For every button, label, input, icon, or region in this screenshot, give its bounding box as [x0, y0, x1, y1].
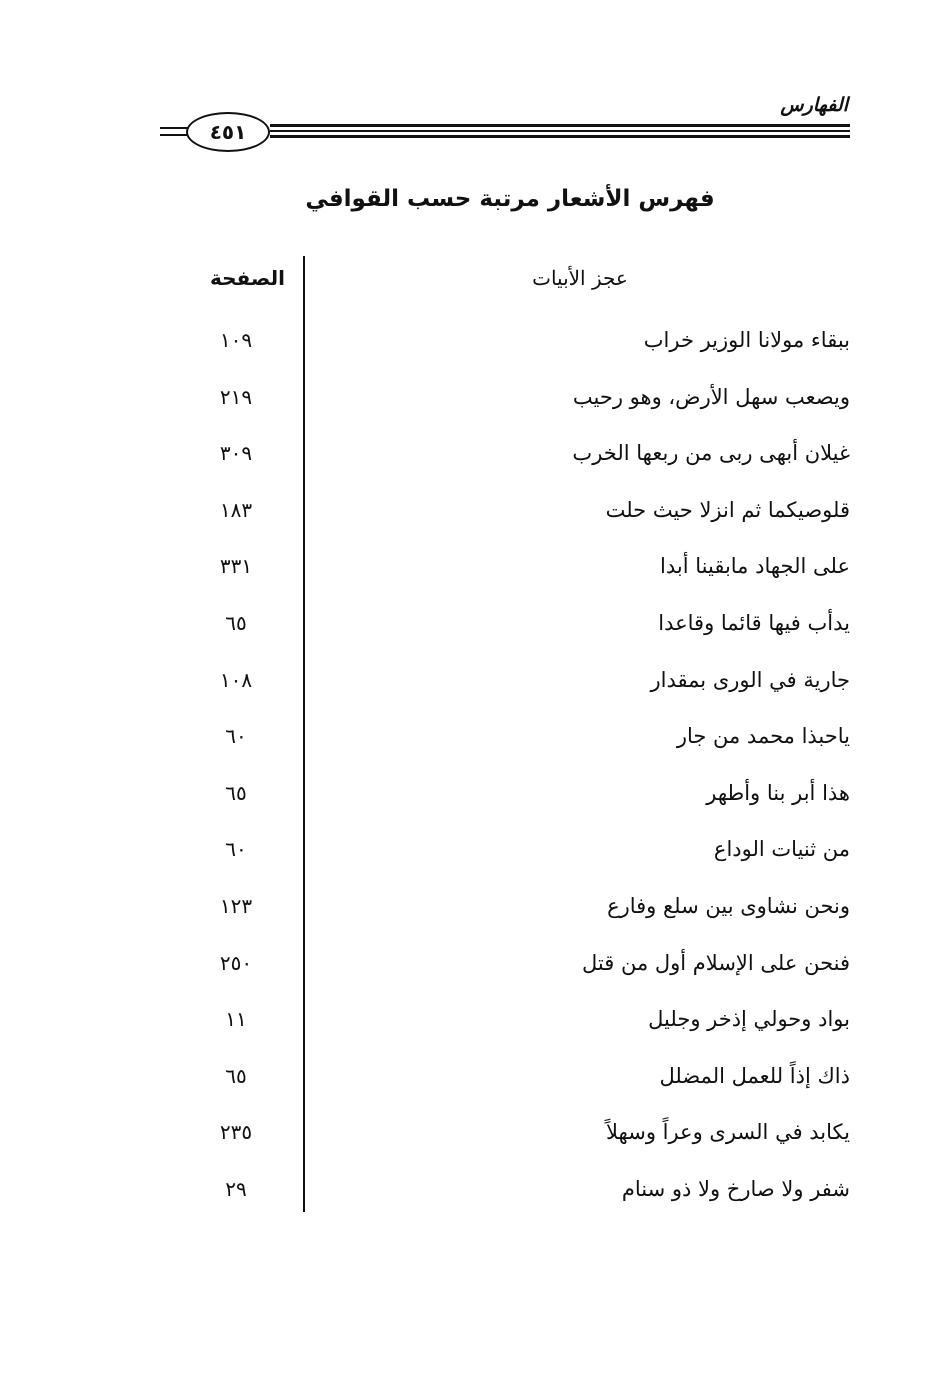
index-row	[160, 945, 850, 1002]
verse-text: غيلان أبهى ربى من ربعها الخرب	[572, 441, 850, 466]
header-rule	[270, 124, 850, 127]
index-row	[160, 1058, 850, 1115]
index-row	[160, 322, 850, 379]
page-ref: ١١	[225, 1007, 247, 1032]
index-row	[160, 775, 850, 832]
index-row	[160, 718, 850, 775]
page-ref: ٣٠٩	[219, 441, 253, 466]
verse-text: ياحبذا محمد من جار	[676, 724, 850, 749]
verse-text: بواد وحولي إذخر وجليل	[648, 1007, 850, 1032]
page-ref: ٦٠	[225, 724, 247, 749]
page-ref: ٦٥	[225, 610, 247, 635]
page-ref: ٦٥	[225, 1063, 247, 1088]
page-ref: ١٨٣	[219, 497, 253, 522]
index-row	[160, 492, 850, 549]
verse-text: شفر ولا صارخ ولا ذو سنام	[621, 1176, 850, 1201]
page-ref: ٢٥٠	[219, 950, 253, 975]
verse-text: يكابد في السرى وعراً وسهلاً	[606, 1120, 850, 1145]
page-ref: ٦٠	[225, 837, 247, 862]
index-title: فهرس الأشعار مرتبة حسب القوافي	[305, 186, 715, 212]
index-row	[160, 379, 850, 436]
index-row	[160, 1171, 850, 1228]
index-row	[160, 831, 850, 888]
verse-text: على الجهاد مابقينا أبدا	[660, 554, 850, 579]
verse-text: قلوصيكما ثم انزلا حيث حلت	[605, 497, 850, 522]
index-row	[160, 435, 850, 492]
page-number: ٤٥١	[209, 120, 247, 144]
page-ref: ٢١٩	[219, 384, 253, 409]
verse-text: فنحن على الإسلام أول من قتل	[582, 950, 850, 975]
index-row	[160, 605, 850, 662]
header-rule	[270, 135, 850, 138]
column-header-page: الصفحة	[209, 266, 285, 290]
index-row	[160, 548, 850, 605]
column-header-verse: عجز الأبيات	[532, 266, 628, 290]
page-ref: ٢٩	[225, 1176, 247, 1201]
verse-text: ببقاء مولانا الوزير خراب	[643, 328, 850, 352]
index-rows	[160, 322, 850, 1228]
index-row	[160, 888, 850, 945]
header-rule	[270, 130, 850, 132]
index-row	[160, 1114, 850, 1171]
verse-text: جارية في الورى بمقدار	[650, 667, 850, 692]
page-number-oval	[186, 112, 270, 152]
page-ref: ٢٣٥	[219, 1120, 253, 1145]
page-ref: ٦٥	[225, 780, 247, 805]
verse-text: ذاك إذاً للعمل المضلل	[659, 1063, 850, 1088]
verse-text: من ثنيات الوداع	[713, 837, 850, 862]
page-ref: ٣٣١	[219, 554, 253, 579]
verse-text: ونحن نشاوى بين سلع وفارع	[607, 893, 850, 918]
running-head: الفهارس	[780, 94, 848, 116]
verse-text: يدأب فيها قائما وقاعدا	[658, 610, 850, 635]
index-row	[160, 1001, 850, 1058]
page-ref: ١٢٣	[219, 893, 253, 918]
verse-text: هذا أبر بنا وأطهر	[706, 780, 850, 805]
index-row	[160, 662, 850, 719]
verse-text: ويصعب سهل الأرض، وهو رحيب	[572, 384, 850, 409]
page-ref: ١٠٨	[219, 667, 253, 692]
page-ref: ١٠٩	[219, 328, 253, 352]
